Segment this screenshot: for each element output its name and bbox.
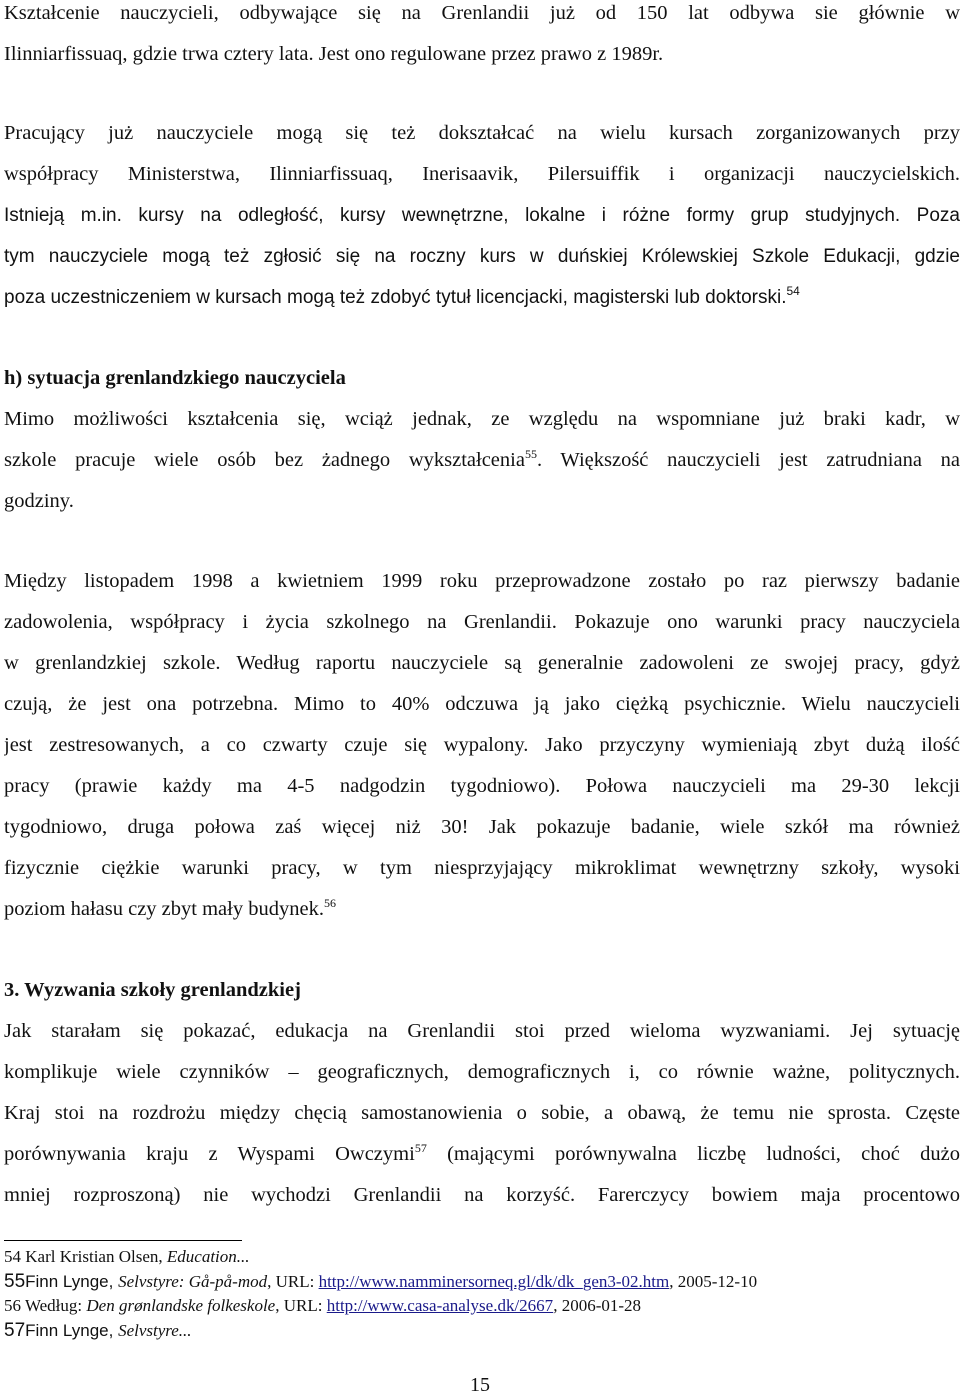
footnote-author: Według: bbox=[24, 1296, 87, 1315]
footnote-56 bbox=[4, 1296, 641, 1316]
paragraph-2 bbox=[4, 113, 960, 318]
footnote-number: 57 bbox=[4, 1320, 26, 1341]
heading-text: h) sytuacja grenlandzkiego nauczyciela bbox=[4, 367, 346, 389]
footnote-title: Den grønlandske folkeskole bbox=[86, 1296, 276, 1315]
footnote-url-label: , URL: bbox=[275, 1296, 327, 1315]
text-line: czują, że jest ona potrzebna. Mimo to 40% odczuwa ją jako ciężką psychicznie. Wielu nauczycieli bbox=[4, 693, 960, 715]
text-line bbox=[4, 277, 960, 318]
footnote-title: Selvstyre... bbox=[118, 1321, 192, 1340]
paragraph-4 bbox=[4, 561, 960, 930]
text-line: tygodniowo, druga połowa zaś więcej niż 30! Jak pokazuje badanie, wiele szkół ma również bbox=[4, 816, 960, 838]
text-line: fizycznie ciężkie warunki pracy, w tym niesprzyjający mikroklimat wewnętrzny szkoły, wysoki bbox=[4, 857, 960, 879]
paragraph-3 bbox=[4, 399, 960, 522]
text-span: poza uczestniczeniem w kursach mogą też zdobyć tytuł licencjacki, magisterski lub doktorski. bbox=[4, 287, 787, 308]
footnote-title: Education... bbox=[166, 1247, 250, 1266]
footnote-title: Selvstyre: Gå-på-mod bbox=[118, 1272, 268, 1291]
footnote-author: Finn Lynge, bbox=[25, 1272, 119, 1291]
text-line: w grenlandzkiej szkole. Według raportu nauczyciele są generalnie zadowoleni ze swojej pracy, gdyż bbox=[4, 652, 960, 674]
footnote-ref: 54 bbox=[786, 284, 800, 298]
paragraph-5 bbox=[4, 1011, 960, 1216]
text-line: Pracujący już nauczyciele mogą się też dokształcać na wielu kursach zorganizowanych przy bbox=[4, 122, 960, 144]
text-span: poziom hałasu czy zbyt mały budynek. bbox=[4, 898, 324, 920]
paragraph-1 bbox=[4, 0, 960, 75]
text-span: porównywania kraju z Wyspami Owczymi bbox=[4, 1143, 415, 1165]
footnote-author: Finn Lynge, bbox=[25, 1321, 119, 1340]
text-line: godziny. bbox=[4, 490, 74, 512]
text-line: Między listopadem 1998 a kwietniem 1999 roku przeprowadzone zostało po raz pierwszy badanie bbox=[4, 570, 960, 592]
text-line: pracy (prawie każdy ma 4-5 nadgodzin tygodniowo). Połowa nauczycieli ma 29-30 lekcji bbox=[4, 775, 960, 797]
footnote-number: 54 bbox=[4, 1247, 21, 1266]
footnote-number: 55 bbox=[4, 1271, 26, 1292]
footnote-date: , 2005-12-10 bbox=[669, 1272, 758, 1291]
footnote-ref: 56 bbox=[323, 896, 336, 910]
footnote-number: 56 bbox=[4, 1296, 21, 1315]
text-line: Istnieją m.in. kursy na odległość, kursy wewnętrzne, lokalne i różne formy grup studyjnych. Poza bbox=[4, 205, 960, 226]
footnote-ref: 57 bbox=[414, 1141, 427, 1155]
footnote-54 bbox=[4, 1247, 250, 1267]
text-span: szkole pracuje wiele osób bez żadnego wykształcenia bbox=[4, 449, 525, 471]
footnote-url-label: , URL: bbox=[267, 1272, 319, 1291]
text-span: (mającymi porównywalna liczbę ludności, choć dużo bbox=[426, 1143, 960, 1165]
page-number: 15 bbox=[470, 1374, 490, 1396]
footnote-date: , 2006-01-28 bbox=[553, 1296, 642, 1315]
footnote-57 bbox=[4, 1320, 192, 1342]
heading-text: 3. Wyzwania szkoły grenlandzkiej bbox=[4, 979, 301, 1001]
section-heading-3 bbox=[4, 970, 960, 1011]
text-line bbox=[4, 1134, 960, 1175]
text-line bbox=[4, 889, 960, 930]
text-line: tym nauczyciele mogą też zgłosić się na roczny kurs w duńskiej Królewskiej Szkole Edukacji, gdzie bbox=[4, 246, 960, 267]
text-line: mniej rozproszoną) nie wychodzi Grenlandii na korzyść. Farerczycy bowiem maja procentowo bbox=[4, 1184, 960, 1206]
footnote-separator bbox=[4, 1240, 242, 1241]
text-span: . Większość nauczycieli jest zatrudniana na bbox=[536, 449, 960, 471]
footnote-link[interactable]: http://www.casa-analyse.dk/2667 bbox=[326, 1296, 554, 1315]
footnote-link[interactable]: http://www.namminersorneq.gl/dk/dk_gen3-02.htm bbox=[318, 1272, 670, 1291]
text-line: komplikuje wiele czynników – geograficznych, demograficznych i, co równie ważne, politycznych. bbox=[4, 1061, 960, 1083]
footnote-55 bbox=[4, 1271, 757, 1293]
text-line: współpracy Ministerstwa, Ilinniarfissuaq, Inerisaavik, Pilersuiffik i organizacji nauczycielskich. bbox=[4, 163, 960, 185]
text-line: Kraj stoi na rozdrożu między chęcią samostanowienia o sobie, a obawą, że temu nie sprosta. Częste bbox=[4, 1102, 960, 1124]
text-line: Ilinniarfissuaq, gdzie trwa cztery lata. Jest ono regulowane przez prawo z 1989r. bbox=[4, 43, 664, 65]
section-heading-h bbox=[4, 358, 960, 399]
footnote-text: Karl Kristian Olsen, bbox=[25, 1247, 167, 1266]
text-line: Jak starałam się pokazać, edukacja na Grenlandii stoi przed wieloma wyzwaniami. Jej sytuację bbox=[4, 1020, 960, 1042]
text-line: Mimo możliwości kształcenia się, wciąż jednak, ze względu na wspomniane już braki kadr, w bbox=[4, 408, 960, 430]
footnote-ref: 55 bbox=[524, 447, 537, 461]
text-line: zadowolenia, współpracy i życia szkolnego na Grenlandii. Pokazuje ono warunki pracy nauczyciela bbox=[4, 611, 960, 633]
text-line bbox=[4, 440, 960, 481]
text-line: Kształcenie nauczycieli, odbywające się na Grenlandii już od 150 lat odbywa sie głównie w bbox=[4, 2, 960, 24]
text-line: jest zestresowanych, a co czwarty czuje się wypalony. Jako przyczyny wymieniają zbyt dużą ilość bbox=[4, 734, 960, 756]
